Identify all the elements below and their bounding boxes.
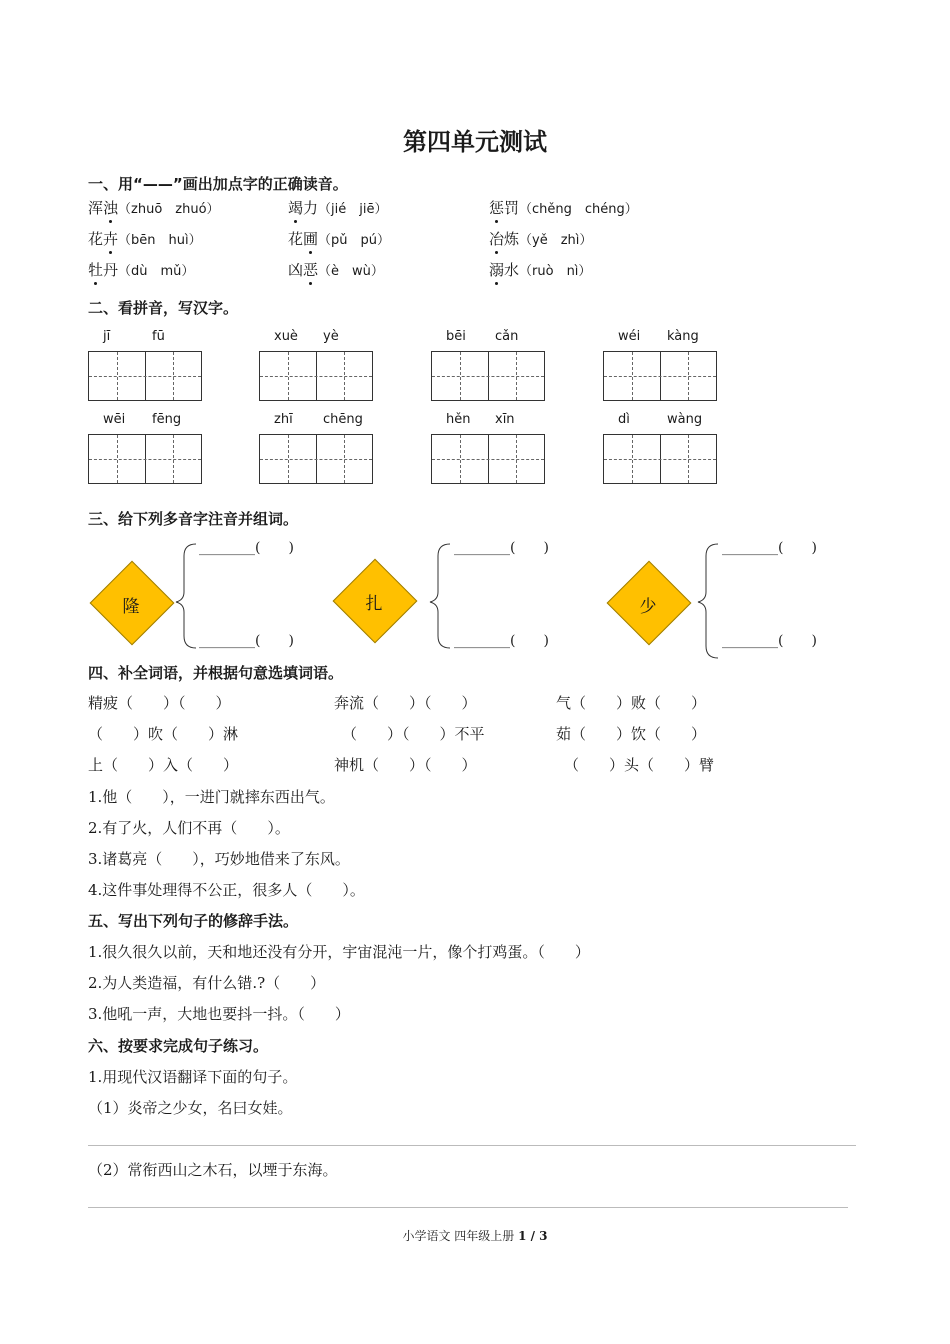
pinyin-label: jī [103, 329, 111, 344]
pinyin-label: bēi [446, 329, 466, 344]
idiom-blank[interactable]: 神机（ ）（ ） [334, 756, 477, 774]
rhetoric-question[interactable]: 3.他吼一声，大地也要抖一抖。（ ） [88, 1005, 350, 1023]
pinyin-label: wēi [103, 412, 126, 427]
answer-blank[interactable]: ________( ) [722, 540, 817, 556]
answer-blank[interactable]: ________( ) [722, 633, 817, 649]
polyphone-char: 扎 [365, 594, 383, 614]
plain-char: 罚 [504, 199, 520, 217]
pinyin-options[interactable]: （chěng chéng） [519, 202, 638, 217]
answer-blank[interactable]: ________( ) [199, 633, 294, 649]
section-1-heading: 一、用“——”画出加点字的正确读音。 [88, 175, 348, 193]
pinyin-options[interactable]: （è wù） [318, 264, 384, 279]
dotted-char: 惩 [489, 199, 505, 217]
section-5-heading: 五、写出下列句子的修辞手法。 [88, 912, 299, 930]
answer-blank[interactable]: ________( ) [454, 540, 549, 556]
pinyin-options[interactable]: （pǔ pú） [318, 233, 391, 248]
pinyin-label: zhī [274, 412, 293, 427]
pinyin-label: wéi [618, 329, 641, 344]
dotted-char: 冶 [489, 230, 505, 248]
dotted-char: 浊 [103, 199, 119, 217]
polyphone-char: 隆 [122, 597, 140, 617]
pinyin-label: hěn [446, 412, 471, 427]
pinyin-options[interactable]: （dù mǔ） [118, 264, 195, 279]
fill-question[interactable]: 4.这件事处理得不公正，很多人（ ）。 [88, 881, 365, 899]
answer-blank[interactable]: ________( ) [454, 633, 549, 649]
section-2-heading: 二、看拼音，写汉字。 [88, 299, 239, 317]
rhetoric-question[interactable]: 2.为人类造福，有什么错.?（ ） [88, 974, 326, 992]
fill-question[interactable]: 3.诸葛亮（ ），巧妙地借来了东风。 [88, 850, 350, 868]
section-3-heading: 三、给下列多音字注音并组词。 [88, 510, 299, 528]
fill-question[interactable]: 1.他（ ），一进门就摔东西出气。 [88, 788, 335, 806]
plain-char: 力 [303, 199, 319, 217]
pinyin-label: xuè [274, 329, 298, 344]
page-footer [0, 1227, 950, 1244]
translate-question: （2）常衔西山之木石，以堙于东海。 [88, 1161, 338, 1179]
dotted-char: 圃 [303, 230, 319, 248]
section-4-heading: 四、补全词语，并根据句意选填词语。 [88, 664, 344, 682]
pinyin-options[interactable]: （ruò nì） [519, 264, 592, 279]
pinyin-label: wàng [667, 412, 703, 427]
pinyin-label: cǎn [495, 329, 519, 344]
page-title: 第四单元测试 [403, 127, 547, 156]
plain-char: 浑 [88, 199, 104, 217]
idiom-blank[interactable]: （ ）头（ ）臂 [564, 756, 715, 774]
answer-line[interactable] [88, 1145, 856, 1146]
pinyin-label: chēng [323, 412, 363, 427]
idiom-blank[interactable]: 茹（ ）饮（ ） [556, 725, 707, 743]
idiom-blank[interactable]: 上（ ）入（ ） [88, 756, 239, 774]
page-number: 1 / 3 [518, 1229, 548, 1243]
pinyin-label: yè [323, 329, 339, 344]
plain-char: 水 [504, 261, 520, 279]
pinyin-options[interactable]: （yě zhì） [519, 233, 593, 248]
polyphone-char: 少 [639, 597, 657, 617]
dotted-char: 溺 [489, 261, 505, 279]
plain-char: 丹 [103, 261, 119, 279]
section-6-heading: 六、按要求完成句子练习。 [88, 1037, 269, 1055]
pinyin-label: xīn [495, 412, 515, 427]
answer-line[interactable] [88, 1207, 848, 1208]
pinyin-label: dì [618, 412, 630, 427]
idiom-blank[interactable]: 奔流（ ）（ ） [334, 694, 477, 712]
dotted-char: 竭 [288, 199, 304, 217]
pinyin-label: kàng [667, 329, 699, 344]
plain-char: 炼 [504, 230, 520, 248]
pinyin-options[interactable]: （bēn huì） [118, 233, 202, 248]
translate-question: （1）炎帝之少女，名曰女娃。 [88, 1099, 293, 1117]
footer-label: 小学语文 四年级上册 [402, 1229, 519, 1243]
sentence-intro: 1.用现代汉语翻译下面的句子。 [88, 1068, 298, 1086]
idiom-blank[interactable]: （ ）（ ）不平 [342, 725, 485, 743]
idiom-blank[interactable]: （ ）吹（ ）淋 [88, 725, 239, 743]
fill-question[interactable]: 2.有了火，人们不再（ ）。 [88, 819, 290, 837]
plain-char: 花 [288, 230, 304, 248]
dotted-char: 卉 [103, 230, 119, 248]
pinyin-label: fū [152, 329, 165, 344]
plain-char: 凶 [288, 261, 304, 279]
idiom-blank[interactable]: 气（ ）败（ ） [556, 694, 707, 712]
dotted-char: 牡 [88, 261, 104, 279]
pinyin-options[interactable]: （jié jiē） [318, 202, 388, 217]
plain-char: 花 [88, 230, 104, 248]
dotted-char: 恶 [303, 261, 319, 279]
pinyin-options[interactable]: （zhuō zhuó） [118, 202, 220, 217]
rhetoric-question[interactable]: 1.很久很久以前，天和地还没有分开，宇宙混沌一片，像个打鸡蛋。（ ） [88, 943, 590, 961]
answer-blank[interactable]: ________( ) [199, 540, 294, 556]
idiom-blank[interactable]: 精疲（ ）（ ） [88, 694, 231, 712]
pinyin-label: fēng [152, 412, 182, 427]
